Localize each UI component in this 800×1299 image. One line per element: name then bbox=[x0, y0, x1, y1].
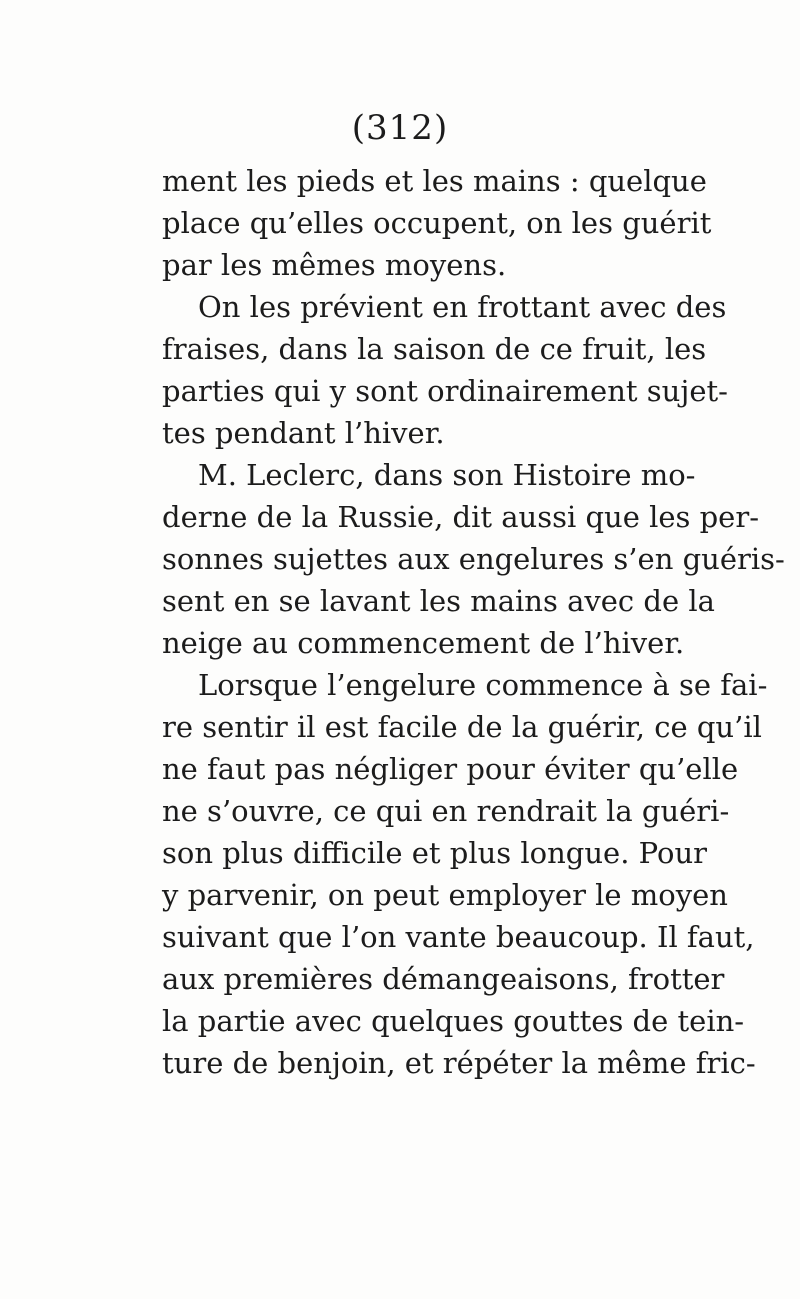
text-line: ne faut pas négliger pour éviter qu’elle bbox=[162, 752, 739, 786]
page-text bbox=[162, 160, 785, 1084]
text-line: ture de benjoin, et répéter la même fric- bbox=[162, 1046, 756, 1080]
text-line: sent en se lavant les mains avec de la bbox=[162, 584, 715, 618]
text-line: On les prévient en frottant avec des bbox=[198, 290, 727, 324]
text-line: sonnes sujettes aux engelures s’en guéris- bbox=[162, 542, 785, 576]
text-line: M. Leclerc, dans son Histoire mo- bbox=[198, 458, 696, 492]
text-line: neige au commencement de l’hiver. bbox=[162, 626, 685, 660]
text-line: aux premières démangeaisons, frotter bbox=[162, 962, 725, 996]
text-line: Lorsque l’engelure commence à se fai- bbox=[198, 668, 768, 702]
page-number: (312) bbox=[351, 108, 449, 148]
text-line: parties qui y sont ordinairement sujet- bbox=[162, 374, 728, 408]
text-line: place qu’elles occupent, on les guérit bbox=[162, 206, 712, 240]
text-line: suivant que l’on vante beaucoup. Il faut, bbox=[162, 920, 755, 954]
text-line: y parvenir, on peut employer le moyen bbox=[162, 878, 728, 912]
text-line: la partie avec quelques gouttes de tein- bbox=[162, 1004, 745, 1038]
text-line: re sentir il est facile de la guérir, ce qu’il bbox=[162, 710, 762, 744]
text-line: par les mêmes moyens. bbox=[162, 248, 507, 282]
text-line: fraises, dans la saison de ce fruit, les bbox=[162, 332, 707, 366]
text-line: derne de la Russie, dit aussi que les per- bbox=[162, 500, 760, 534]
text-line: ment les pieds et les mains : quelque bbox=[162, 164, 707, 198]
text-line: son plus difficile et plus longue. Pour bbox=[162, 836, 707, 870]
text-line: tes pendant l’hiver. bbox=[162, 416, 445, 450]
text-line: ne s’ouvre, ce qui en rendrait la guéri- bbox=[162, 794, 730, 828]
